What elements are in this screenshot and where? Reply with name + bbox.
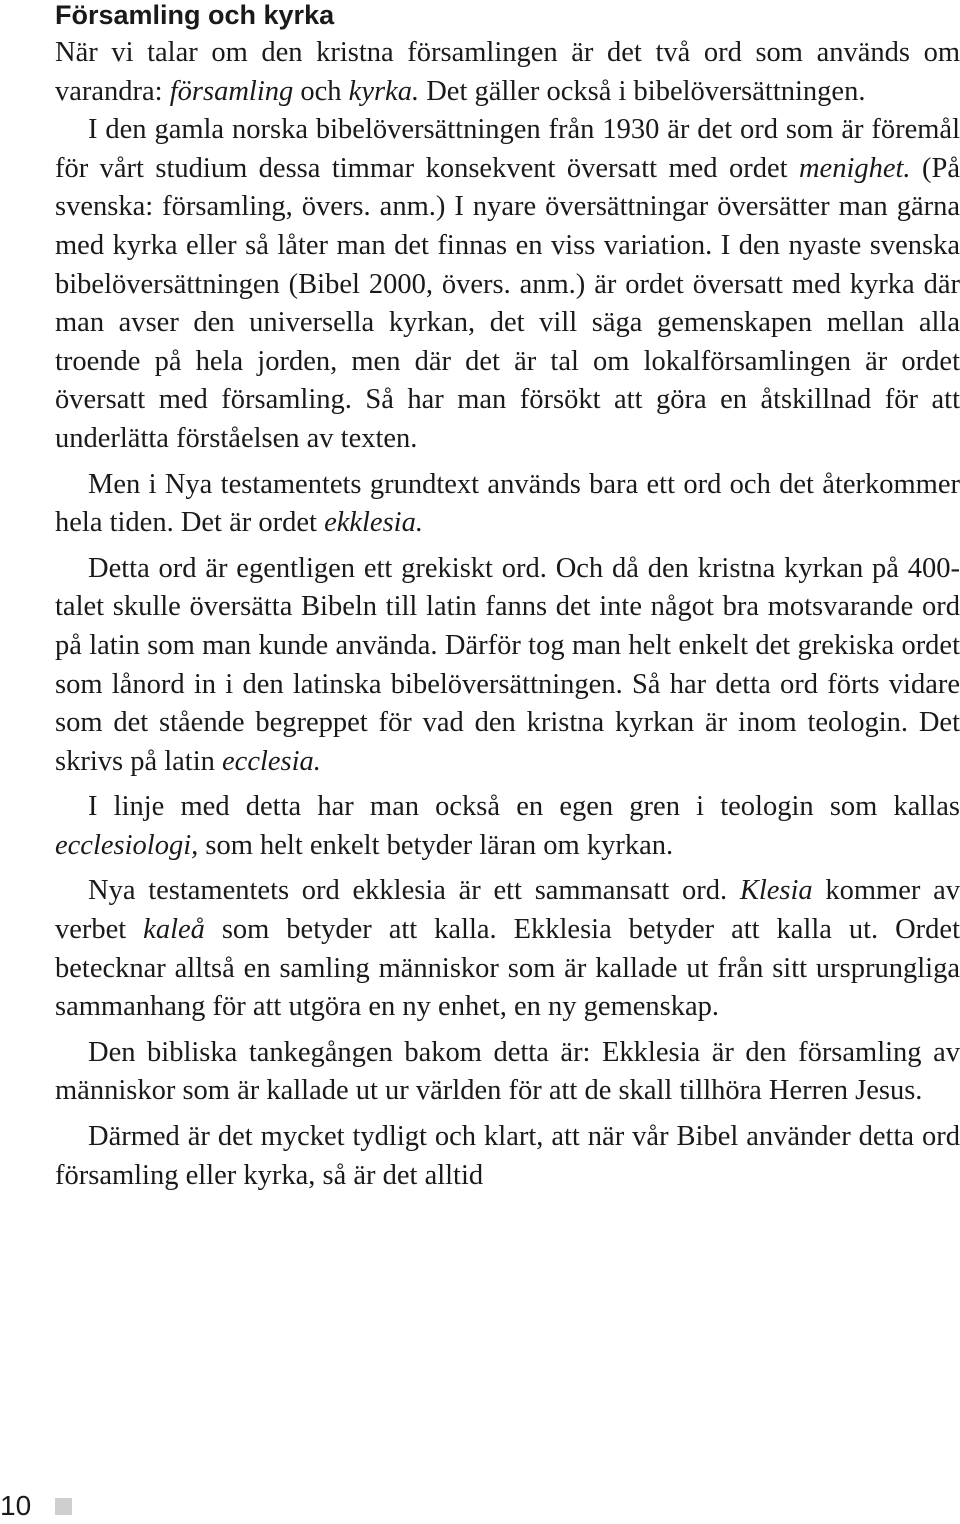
page-number: 10 — [0, 1490, 32, 1521]
body-text — [55, 34, 960, 1195]
paragraph — [55, 34, 960, 111]
text-run: Men i Nya testamentets grundtext används bara ett ord och det återkommer hela tiden. Det är ordet — [55, 468, 960, 539]
text-run: Detta ord är egentligen ett grekiskt ord. Och då den kristna kyrkan på 400-talet skulle översätta Bibeln till latin fanns det inte något bra motsvarande ord på latin som man kunde använda. Därför tog man helt enkelt det grekiska ordet som lånord in i den latinska bibelöversättningen. Så har detta ord förts vidare som det stående begreppet för vad den kristna kyrkan är inom teologin. Det skrivs på latin — [55, 552, 960, 777]
paragraph — [55, 1118, 960, 1195]
text-run: kommer av verbet — [55, 875, 960, 946]
text-run: Därmed är det mycket tydligt och klart, att när vår Bibel använder detta ord församling eller kyrka, så är det alltid — [55, 1121, 960, 1191]
italic-text: kaleå — [143, 914, 205, 946]
text-run: som helt enkelt betyder läran om kyrkan. — [198, 829, 674, 861]
italic-text: församling — [169, 75, 294, 107]
text-run: I den gamla norska bibelöversättningen från 1930 är det ord som är föremål för vårt studium dessa timmar konsekvent översatt med ordet — [55, 114, 960, 184]
text-run: I linje med detta har man också en egen gren i teologin som kallas — [88, 791, 960, 823]
text-run: som betyder att kalla. Ekklesia betyder att kalla ut. Ordet betecknar alltså en samling människor som är kallade ut från sitt ursprungliga sammanhang för att utgöra en ny enhet, en ny gemenskap. — [55, 914, 960, 1023]
italic-text: ekklesia. — [324, 507, 423, 539]
italic-text: kyrka. — [348, 75, 420, 107]
paragraph — [55, 872, 960, 1026]
text-run: När vi talar om den kristna församlingen är det två ord som används om varandra: — [55, 37, 960, 107]
paragraph — [55, 550, 960, 782]
paragraph — [55, 466, 960, 543]
square-marker-icon — [55, 1498, 72, 1515]
text-run: Nya testamentets ord ekklesia är ett sammansatt ord. — [88, 875, 740, 907]
italic-text: Klesia — [739, 875, 813, 907]
text-run: (På svenska: församling, övers. anm.) I nyare översättningar översätter man gärna med kyrka eller så låter man det finnas en viss variation. I den nyaste svenska bibelöversättningen (Bibel 2000, övers. anm.) är ordet översatt med kyrka där man avser den universella kyrkan, det vill säga gemenskapen mellan alla troende på hela jorden, men där det är tal om lokalförsamlingen är ordet översatt med församling. Så har man försökt att göra en åtskillnad för att underlätta förståelsen av texten. — [55, 152, 960, 454]
text-run: Det gäller också i bibelöversättningen. — [419, 75, 866, 107]
paragraph — [55, 111, 960, 458]
text-run: Den bibliska tankegången bakom detta är: Ekklesia är den församling av människor som är kallade ut ur världen för att de skall tillhöra Herren Jesus. — [55, 1036, 960, 1107]
paragraph — [55, 1034, 960, 1111]
italic-text: menighet. — [798, 152, 911, 184]
paragraph — [55, 788, 960, 865]
page-content — [55, 0, 960, 1195]
page-footer — [0, 1488, 120, 1524]
page-title: Församling och kyrka — [55, 0, 335, 30]
text-run: och — [293, 75, 349, 107]
italic-text: ecclesia. — [222, 745, 321, 777]
italic-text: ecclesiologi, — [55, 829, 199, 861]
